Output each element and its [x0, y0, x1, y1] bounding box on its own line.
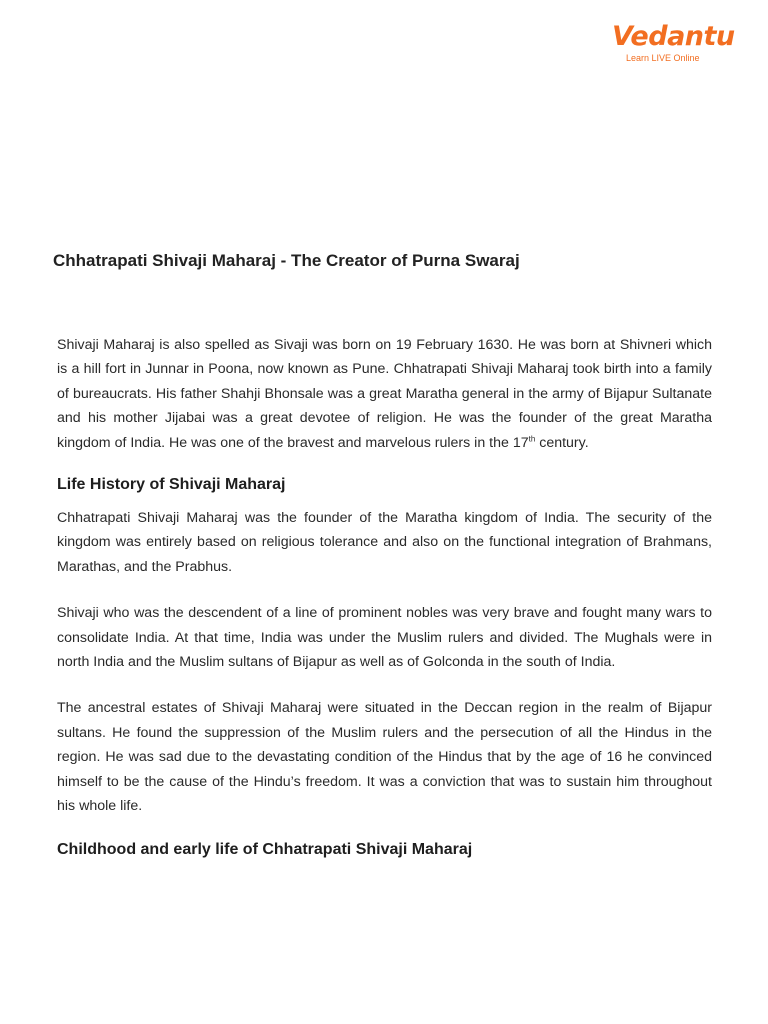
intro-tail: century. — [535, 434, 589, 451]
page-title: Chhatrapati Shivaji Maharaj - The Creator of Purna Swaraj — [53, 251, 520, 270]
section-heading-life-history: Life History of Shivaji Maharaj — [57, 476, 286, 494]
life-history-paragraph-1: Chhatrapati Shivaji Maharaj was the founder of the Maratha kingdom of India. The security of the kingdom was entirely based on religious tolerance and also on the functional integration of Brahmans, Marathas, and the Prabhus. — [57, 510, 712, 575]
article-body — [57, 333, 712, 859]
ordinal-superscript: th — [528, 433, 536, 443]
section-heading-childhood: Childhood and early life of Chhatrapati Shivaji Maharaj — [57, 840, 473, 858]
logo-tagline: Learn LIVE Online — [626, 53, 700, 63]
vedantu-logo — [612, 21, 735, 72]
intro-text: Shivaji Maharaj is also spelled as Sivaji was born on 19 February 1630. He was born at Shivneri which is a hill fort in Junnar in Poona, now known as Pune. Chhatrapati Shivaji Maharaj took birth into a family of bureaucrats. His father Shahji Bhonsale was a great Maratha general in the army of Bijapur Sultanate and his mother Jijabai was a great devotee of religion. He was the founder of the great Maratha kingdom of India. He was one of the bravest and marvelous rulers in the 17 — [57, 337, 712, 451]
life-history-paragraph-3: The ancestral estates of Shivaji Maharaj were situated in the Deccan region in the realm of Bijapur sultans. He found the suppression of the Muslim rulers and the persecution of all the Hindus in the region. He was sad due to the devastating condition of the Hindus that by the age of 16 he convinced himself to be the cause of the Hindu’s freedom. It was a conviction that was to sustain him throughout his whole life. — [57, 700, 712, 815]
life-history-paragraph-2: Shivaji who was the descendent of a line of prominent nobles was very brave and fought many wars to consolidate India. At that time, India was under the Muslim rulers and divided. The Mughals were in north India and the Muslim sultans of Bijapur as well as of Golconda in the south of India. — [57, 605, 712, 671]
logo-wordmark: Vedantu — [612, 21, 735, 52]
intro-paragraph — [57, 333, 712, 455]
